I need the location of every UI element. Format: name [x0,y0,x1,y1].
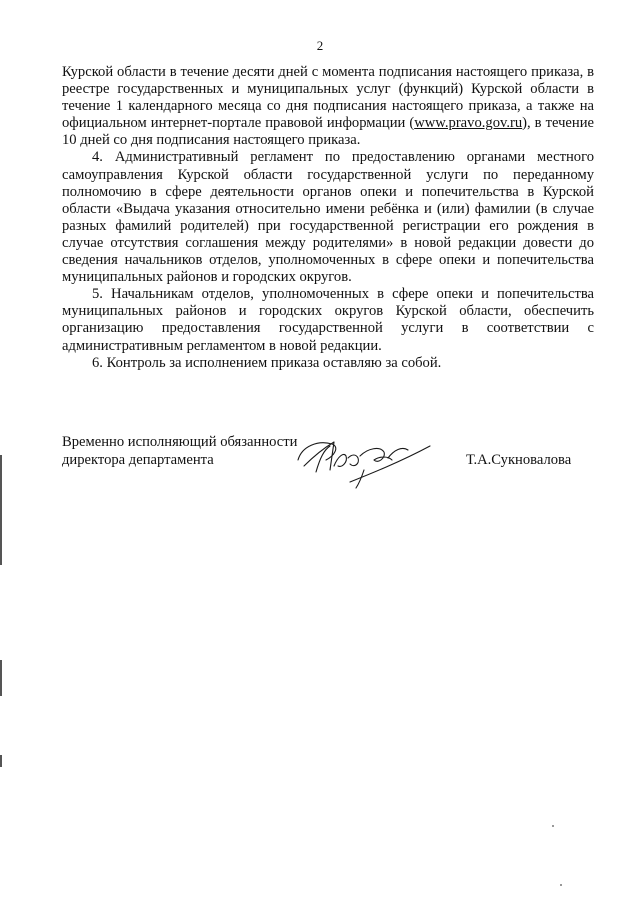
paragraph-text: Курской области в течение десяти дней с момента подписания настоящего приказа, в реестре государственных и муниципальных услуг (функций) Курской области в течение 1 календарного месяца со дня подписания настоящего приказа, а также на официальном интернет-портале правовой информации ( [62,64,594,132]
scan-speck [560,884,562,886]
signatory-name: Т.А.Сукновалова [466,452,572,468]
paragraph-text-end: ), в течение 10 дней со дня подписания настоящего приказа. [62,115,594,149]
pravo-link[interactable]: www.pravo.gov.ru [414,115,523,132]
paragraph-continuation [62,64,594,149]
document-body [62,64,594,372]
paragraph-4: 4. Административный регламент по предоставлению органами местного самоуправления Курской области государственной услуги по переданному полномочию в сфере деятельности органов опеки и попечительства в Курской области «Выдача указания относительно имени ребёнка и (или) фамилии (в случае разных фамилий родителей) при государственной регистрации его рождения в случае отсутствия соглашения между родителями» в новой редакции довести до сведения начальников отделов, уполномоченных в сфере опеки и попечительства муниципальных районов и городских округов. [62,149,594,286]
scan-edge-mark [0,455,2,565]
scan-speck [552,825,554,827]
scan-edge-mark [0,755,2,767]
signatory-title [62,434,297,469]
paragraph-5: 5. Начальникам отделов, уполномоченных в сфере опеки и попечительства муниципальных районов и городских округов Курской области, обеспечить организацию предоставления государственной услуги в соответствии с административным регламентом в новой редакции. [62,286,594,354]
handwritten-signature [290,426,440,496]
paragraph-6: 6. Контроль за исполнением приказа оставляю за собой. [92,354,442,371]
scan-edge-mark [0,660,2,696]
page-number: 2 [316,38,324,53]
signatory-title-line2: директора департамента [62,451,214,468]
signatory-title-line1: Временно исполняющий обязанности [62,434,298,450]
